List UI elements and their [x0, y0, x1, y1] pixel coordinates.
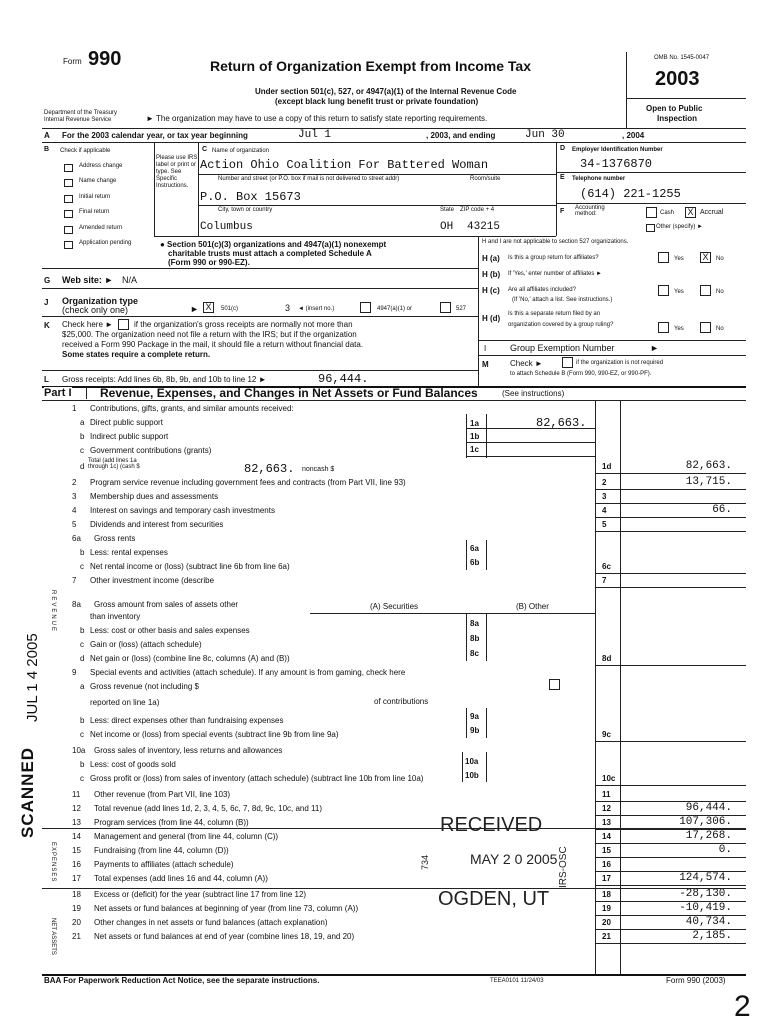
address-change-label: Address change	[79, 163, 123, 169]
org-type-arrow: ►	[190, 304, 199, 314]
line-number: 21	[72, 932, 81, 941]
line-text: Total revenue (add lines 1d, 2, 3, 4, 5, 6c, 7, 8d, 9c, 10c, and 11)	[94, 804, 322, 813]
box-1b-label: 1b	[470, 432, 480, 441]
line-number: 17	[72, 874, 81, 883]
revenue-side-label: REVENUE	[50, 590, 56, 634]
box-1a-label: 1a	[470, 419, 479, 428]
line-box-label: 8d	[602, 654, 612, 663]
line-number: a	[80, 682, 85, 691]
line-number: d	[80, 462, 85, 471]
line-number: b	[80, 760, 85, 769]
stamp-left-code: 734	[420, 854, 430, 870]
line-box-label: 13	[602, 818, 611, 827]
org-type-label: Organization type	[62, 296, 139, 306]
omb-number: OMB No. 1545-0047	[654, 55, 710, 61]
line-box-label: 14	[602, 832, 611, 841]
501c-insert-number[interactable]: 3	[285, 303, 291, 313]
line-amount[interactable]: 13,715.	[685, 476, 732, 488]
line-number: 14	[72, 832, 81, 841]
i-label: I	[484, 344, 487, 353]
total-1d-label: Total (add lines 1a through 1c) (cash $	[88, 458, 140, 470]
irs-label-instructions: Please use IRS label or print or type. See Specific Instructions.	[156, 155, 198, 189]
line-text: Gross revenue (not including $	[90, 682, 199, 691]
line-amount[interactable]: -28,130.	[679, 888, 732, 900]
line-box-label: 7	[602, 576, 607, 585]
line-amount[interactable]: -10,419.	[679, 902, 732, 914]
section-501-note-1: ● Section 501(c)(3) organizations and 4947(a)(1) nonexempt	[160, 240, 387, 249]
expenses-side-label: EXPENSES	[50, 842, 56, 883]
accrual-label: Accrual	[700, 209, 724, 216]
city-field[interactable]: Columbus	[200, 221, 253, 233]
accounting-method-heading: Accounting method:	[575, 205, 605, 217]
group-exemption-arrow: ►	[650, 343, 659, 353]
line-box-label: 4	[602, 506, 607, 515]
line-text: Special events and activities (attach schedule). If any amount is from gaming, check here	[90, 668, 406, 677]
noncash-label: noncash $	[302, 466, 335, 473]
line-number: b	[80, 716, 85, 725]
address-change-checkbox[interactable]	[64, 164, 73, 172]
501c-checkbox[interactable]: X	[203, 302, 214, 313]
line-number: 8a	[72, 600, 81, 609]
scanned-date-stamp: JUL 1 4 2005	[24, 633, 41, 722]
form-code: TEEA0101 11/24/03	[490, 978, 544, 984]
section-divider	[42, 828, 746, 829]
line-text: Other revenue (from Part VII, line 103)	[94, 790, 231, 799]
line-text: than inventory	[90, 612, 141, 621]
of-contributions-label: of contributions	[374, 697, 429, 706]
hc-no-checkbox[interactable]	[700, 285, 711, 296]
box-10b-label: 10b	[465, 771, 479, 780]
line-amount[interactable]: 17,268.	[685, 830, 732, 842]
line-k-check: Check here ►	[62, 320, 114, 329]
line-text: Net rental income or (loss) (subtract line 6b from line 6a)	[90, 562, 290, 571]
line-text: Interest on savings and temporary cash investments	[90, 506, 275, 515]
line-text: Other changes in net assets or fund balances (attach explanation)	[94, 918, 328, 927]
line-text: Other investment income (describe	[90, 576, 215, 585]
line-rule	[595, 741, 746, 742]
website-field[interactable]: N/A	[122, 275, 138, 285]
line-number: 4	[72, 506, 77, 515]
ha-yes-checkbox[interactable]	[658, 252, 669, 263]
line-c-label: C	[202, 146, 208, 153]
line-number: 11	[72, 790, 81, 799]
cash-contributions-value[interactable]: 82,663.	[244, 462, 295, 476]
line-k-text-2: $25,000. The organization need not file a return with the IRS; but if the organization	[62, 330, 357, 339]
ein-heading: Employer Identification Number	[572, 147, 663, 153]
line-text: Gross rents	[94, 534, 136, 543]
open-public: Open to Public	[646, 104, 703, 113]
m-text-3: to attach Schedule B (Form 990, 990-EZ, or 990-PF).	[510, 371, 652, 377]
section-501-note-3: (Form 990 or 990-EZ).	[168, 258, 250, 267]
application-pending-label: Application pending	[79, 240, 132, 246]
line-a-mid: , 2003, and ending	[426, 131, 496, 140]
line-number: 1	[72, 404, 77, 413]
city-heading: City, town or country	[218, 207, 273, 213]
box-8b-label: 8b	[470, 634, 480, 643]
state-heading: State	[440, 207, 455, 213]
line-k-text-4: Some states require a complete return.	[62, 350, 211, 359]
initial-return-checkbox[interactable]	[64, 195, 73, 203]
line-box-label: 15	[602, 846, 611, 855]
line-amount[interactable]: 2,185.	[692, 930, 732, 942]
line-text: Net gain or (loss) (combine line 8c, columns (A) and (B))	[90, 654, 290, 663]
line-box-label: 16	[602, 860, 611, 869]
line-text: Net assets or fund balances at end of year (combine lines 18, 19, and 20)	[94, 932, 355, 941]
line-amount[interactable]: 40,734.	[685, 916, 732, 928]
box-8a-label: 8a	[470, 619, 479, 628]
line-a-label: A	[44, 131, 50, 140]
section-501-note-2: charitable trusts must attach a completed Schedule A	[168, 249, 372, 258]
hd-yes-label: Yes	[674, 326, 684, 332]
other-method-label: Other (specify) ►	[656, 224, 703, 230]
box-8c-label: 8c	[470, 649, 479, 658]
line-k-text-3: received a Form 990 Package in the mail, it should file a return without financial data.	[62, 340, 364, 349]
form-label: Form	[63, 57, 82, 66]
line-rule	[595, 943, 746, 944]
line-text: Less: cost or other basis and sales expenses	[90, 626, 250, 635]
line-amount[interactable]: 82,663.	[685, 460, 732, 472]
part1-tag: Part I	[44, 387, 72, 399]
form-subtitle-2: (except black lung benefit trust or private foundation)	[275, 97, 479, 106]
line-number: 7	[72, 576, 77, 585]
line-number: 18	[72, 890, 81, 899]
final-return-label: Final return	[79, 209, 110, 215]
tax-year-end[interactable]: Jun 30	[525, 129, 565, 141]
box-1a-value[interactable]: 82,663.	[536, 416, 587, 430]
check-if-applicable: Check if applicable	[60, 148, 111, 154]
dept-treasury: Department of the Treasury	[44, 110, 118, 116]
received-date: MAY 2 0 2005	[470, 851, 558, 867]
line-rule	[595, 785, 746, 786]
box-6b-label: 6b	[470, 558, 480, 567]
room-suite-heading: Room/suite	[470, 176, 501, 182]
line-amount[interactable]: 66.	[712, 504, 732, 516]
page-number: 2	[734, 990, 751, 1023]
line-text: Dividends and interest from securities	[90, 520, 224, 529]
line-number: 5	[72, 520, 77, 529]
line-text: Management and general (from line 44, column (C))	[94, 832, 279, 841]
hc-yes-checkbox[interactable]	[658, 285, 669, 296]
line-number: c	[80, 562, 84, 571]
org-name-heading: Name of organization	[212, 148, 270, 154]
line-box-label: 18	[602, 890, 611, 899]
m-label: M	[482, 360, 489, 369]
street-heading: Number and street (or P.O. box if mail is not delivered to street addr)	[218, 176, 400, 182]
gross-receipts-label: Gross receipts: Add lines 6b, 8b, 9b, and 10b to line 12 ►	[62, 375, 267, 384]
amended-return-checkbox[interactable]	[64, 226, 73, 234]
form-subtitle-1: Under section 501(c), 527, or 4947(a)(1) of the Internal Revenue Code	[255, 87, 517, 96]
line-k-label: K	[44, 321, 50, 330]
line-text: Fundraising (from line 44, column (D))	[94, 846, 229, 855]
hd-text: Is this a separate return filed by an	[508, 311, 601, 317]
line-text: Excess or (deficit) for the year (subtract line 17 from line 12)	[94, 890, 307, 899]
ha-label: H (a)	[482, 254, 500, 263]
ein-field[interactable]: 34-1376870	[580, 157, 653, 171]
line-box-label: 17	[602, 874, 611, 883]
name-change-checkbox[interactable]	[64, 179, 73, 187]
box-9b-label: 9b	[470, 726, 480, 735]
line-box-label: 20	[602, 918, 611, 927]
line-rule	[595, 665, 746, 666]
line-text: Less: direct expenses other than fundraising expenses	[90, 716, 284, 725]
accrual-checkbox[interactable]: X	[685, 207, 696, 218]
line-number: 13	[72, 818, 81, 827]
hc-yes-label: Yes	[674, 289, 684, 295]
line-text: Indirect public support	[90, 432, 169, 441]
street-field[interactable]: P.O. Box 15673	[200, 190, 301, 204]
line-text: Total expenses (add lines 16 and 44, column (A))	[94, 874, 268, 883]
box-10a-label: 10a	[465, 757, 479, 766]
line-box-label: 1d	[602, 462, 612, 471]
hb-label: H (b)	[482, 270, 501, 279]
line-number: 6a	[72, 534, 81, 543]
line-text: Gross sales of inventory, less returns and allowances	[94, 746, 283, 755]
line-box-label: 9c	[602, 730, 611, 739]
part1-title: Revenue, Expenses, and Changes in Net Assets or Fund Balances	[100, 386, 478, 400]
line-a-text: For the 2003 calendar year, or tax year beginning	[62, 131, 248, 140]
hc-text: Are all affiliates included?	[508, 287, 576, 293]
hd-text-2: organization covered by a group ruling?	[508, 322, 614, 328]
open-inspection: Inspection	[657, 114, 698, 123]
col-a-securities: (A) Securities	[370, 602, 419, 611]
gaming-checkbox[interactable]	[549, 679, 560, 690]
dept-irs: Internal Revenue Service	[44, 117, 112, 123]
hd-no-checkbox[interactable]	[700, 322, 711, 333]
line-text: Net assets or fund balances at beginning of year (from line 73, column (A))	[94, 904, 359, 913]
527-label: 527	[456, 306, 467, 312]
org-name-field[interactable]: Action Ohio Coalition For Battered Woman	[200, 158, 489, 172]
part1-see-instructions: (See instructions)	[502, 389, 565, 398]
line-text: Contributions, gifts, grants, and similar amounts received:	[90, 404, 294, 413]
ha-text: Is this a group return for affiliates?	[508, 255, 599, 261]
hc-text-2: (If 'No,' attach a list. See instructions.)	[512, 297, 613, 303]
net-assets-side-label: NET ASSETS	[50, 918, 56, 955]
line-rule	[595, 885, 746, 886]
line-number: 16	[72, 860, 81, 869]
line-number: c	[80, 446, 84, 455]
m-check-text: Check ►	[510, 359, 543, 368]
line-j-label: J	[44, 298, 49, 307]
line-number: a	[80, 418, 85, 427]
line-number: c	[80, 774, 84, 783]
line-amount[interactable]: 124,574.	[679, 872, 732, 884]
hb-text: If 'Yes,' enter number of affiliates ►	[508, 271, 602, 277]
line-box-label: 19	[602, 904, 611, 913]
phone-field[interactable]: (614) 221-1255	[580, 187, 681, 201]
box-6a-label: 6a	[470, 544, 479, 553]
baa-notice: BAA For Paperwork Reduction Act Notice, see the separate instructions.	[44, 976, 320, 985]
line-amount[interactable]: 107,306.	[679, 816, 732, 828]
form-number: 990	[88, 48, 122, 70]
line-text: Less: cost of goods sold	[90, 760, 176, 769]
line-number: b	[80, 626, 85, 635]
line-number: b	[80, 548, 85, 557]
received-city: OGDEN, UT	[438, 888, 550, 910]
name-change-label: Name change	[79, 178, 117, 184]
line-number: c	[80, 640, 84, 649]
m-text-2: if the organization is not required	[576, 360, 664, 366]
line-number: d	[80, 654, 85, 663]
line-text: Program service revenue including government fees and contracts (from Part VII, line 93)	[90, 478, 406, 487]
gross-receipts-value[interactable]: 96,444.	[318, 372, 369, 386]
line-rule	[595, 489, 746, 490]
line-amount[interactable]: 0.	[718, 844, 732, 856]
line-rule	[595, 573, 746, 574]
4947-checkbox[interactable]	[360, 302, 371, 313]
line-number: 9	[72, 668, 77, 677]
group-exemption-label: Group Exemption Number	[510, 343, 615, 353]
received-text: RECEIVED	[440, 814, 543, 836]
org-type-sublabel: (check only one)	[62, 305, 129, 315]
state-field[interactable]: OH	[440, 221, 454, 233]
initial-return-label: Initial return	[79, 194, 111, 200]
line-box-label: 5	[602, 520, 607, 529]
line-text: reported on line 1a)	[90, 698, 160, 707]
ha-no-checkbox[interactable]: X	[700, 252, 711, 263]
line-text: Net income or (loss) from special events (subtract line 9b from line 9a)	[90, 730, 339, 739]
amended-return-label: Amended return	[79, 225, 123, 231]
tax-year-begin[interactable]: Jul 1	[298, 129, 332, 141]
hd-no-label: No	[716, 326, 724, 332]
line-box-label: 2	[602, 478, 607, 487]
form-title: Return of Organization Exempt from Income Tax	[210, 58, 532, 74]
line-f-label: F	[560, 208, 565, 215]
line-number: c	[80, 730, 84, 739]
line-box-label: 12	[602, 804, 611, 813]
ha-yes-label: Yes	[674, 256, 684, 262]
hd-label: H (d)	[482, 314, 501, 323]
section-divider	[42, 888, 746, 889]
stamp-right-code: IRS-OSC	[558, 846, 569, 888]
col-b-other: (B) Other	[516, 602, 549, 611]
line-text: Direct public support	[90, 418, 163, 427]
527-checkbox[interactable]	[440, 302, 451, 313]
h-intro: H and I are not applicable to section 527 organizations.	[482, 239, 629, 245]
line-number: 20	[72, 918, 81, 927]
tax-year: 2003	[655, 68, 700, 90]
other-method-checkbox[interactable]	[646, 224, 655, 232]
line-number: b	[80, 432, 85, 441]
line-rule	[595, 517, 746, 518]
cash-label: Cash	[660, 210, 675, 216]
line-rule	[595, 531, 746, 532]
zip-field[interactable]: 43215	[467, 221, 501, 233]
line-rule	[595, 857, 746, 858]
line-text: Membership dues and assessments	[90, 492, 219, 501]
website-label: Web site: ►	[62, 275, 114, 285]
line-number: 12	[72, 804, 81, 813]
line-text: Less: rental expenses	[90, 548, 168, 557]
line-text: Gross profit or (loss) from sales of inventory (attach schedule) (subtract line 10b from line 10a)	[90, 774, 424, 783]
cash-checkbox[interactable]	[646, 207, 657, 218]
line-text: Payments to affiliates (attach schedule)	[94, 860, 234, 869]
line-box-label: 3	[602, 492, 607, 501]
line-number: 10a	[72, 746, 86, 755]
line-l-label: L	[44, 375, 49, 384]
line-text: Gain or (loss) (attach schedule)	[90, 640, 202, 649]
501c-label: 501(c)	[221, 306, 239, 312]
line-b-label: B	[44, 146, 50, 153]
line-text: Gross amount from sales of assets other	[94, 600, 239, 609]
box-1c-label: 1c	[470, 445, 479, 454]
line-text: Government contributions (grants)	[90, 446, 212, 455]
hd-yes-checkbox[interactable]	[658, 322, 669, 333]
hc-label: H (c)	[482, 286, 500, 295]
line-text: Program services (from line 44, column (B))	[94, 818, 249, 827]
phone-heading: Telephone number	[572, 176, 626, 182]
line-box-label: 21	[602, 932, 611, 941]
insert-no-label: ◄ (insert no.)	[298, 306, 335, 312]
line-e-label: E	[560, 174, 565, 181]
line-rule	[595, 473, 746, 474]
final-return-checkbox[interactable]	[64, 210, 73, 218]
line-number: 15	[72, 846, 81, 855]
line-number: 3	[72, 492, 77, 501]
schedule-b-checkbox[interactable]	[562, 357, 573, 368]
line-g-label: G	[44, 276, 51, 285]
line-d-label: D	[560, 145, 566, 152]
box-9a-label: 9a	[470, 712, 479, 721]
line-rule	[595, 587, 746, 588]
line-box-label: 11	[602, 790, 611, 799]
line-number: 19	[72, 904, 81, 913]
line-number: 2	[72, 478, 77, 487]
hc-no-label: No	[716, 289, 724, 295]
zip-heading: ZIP code + 4	[460, 207, 495, 213]
application-pending-checkbox[interactable]	[64, 241, 73, 249]
footer-form-id: Form 990 (2003)	[666, 976, 726, 985]
scanned-stamp: SCANNED	[18, 746, 37, 838]
4947-label: 4947(a)(1) or	[377, 306, 413, 312]
line-k-text-1b: if the organization's gross receipts are normally not more than	[134, 320, 353, 329]
state-notice: ► The organization may have to use a copy of this return to satisfy state reporting requirements.	[146, 114, 488, 123]
tax-year-end-year: , 2004	[622, 131, 645, 140]
line-box-label: 10c	[602, 774, 616, 783]
k-checkbox[interactable]	[118, 319, 129, 330]
ha-no-label: No	[716, 256, 724, 262]
line-box-label: 6c	[602, 562, 611, 571]
line-amount[interactable]: 96,444.	[685, 802, 732, 814]
